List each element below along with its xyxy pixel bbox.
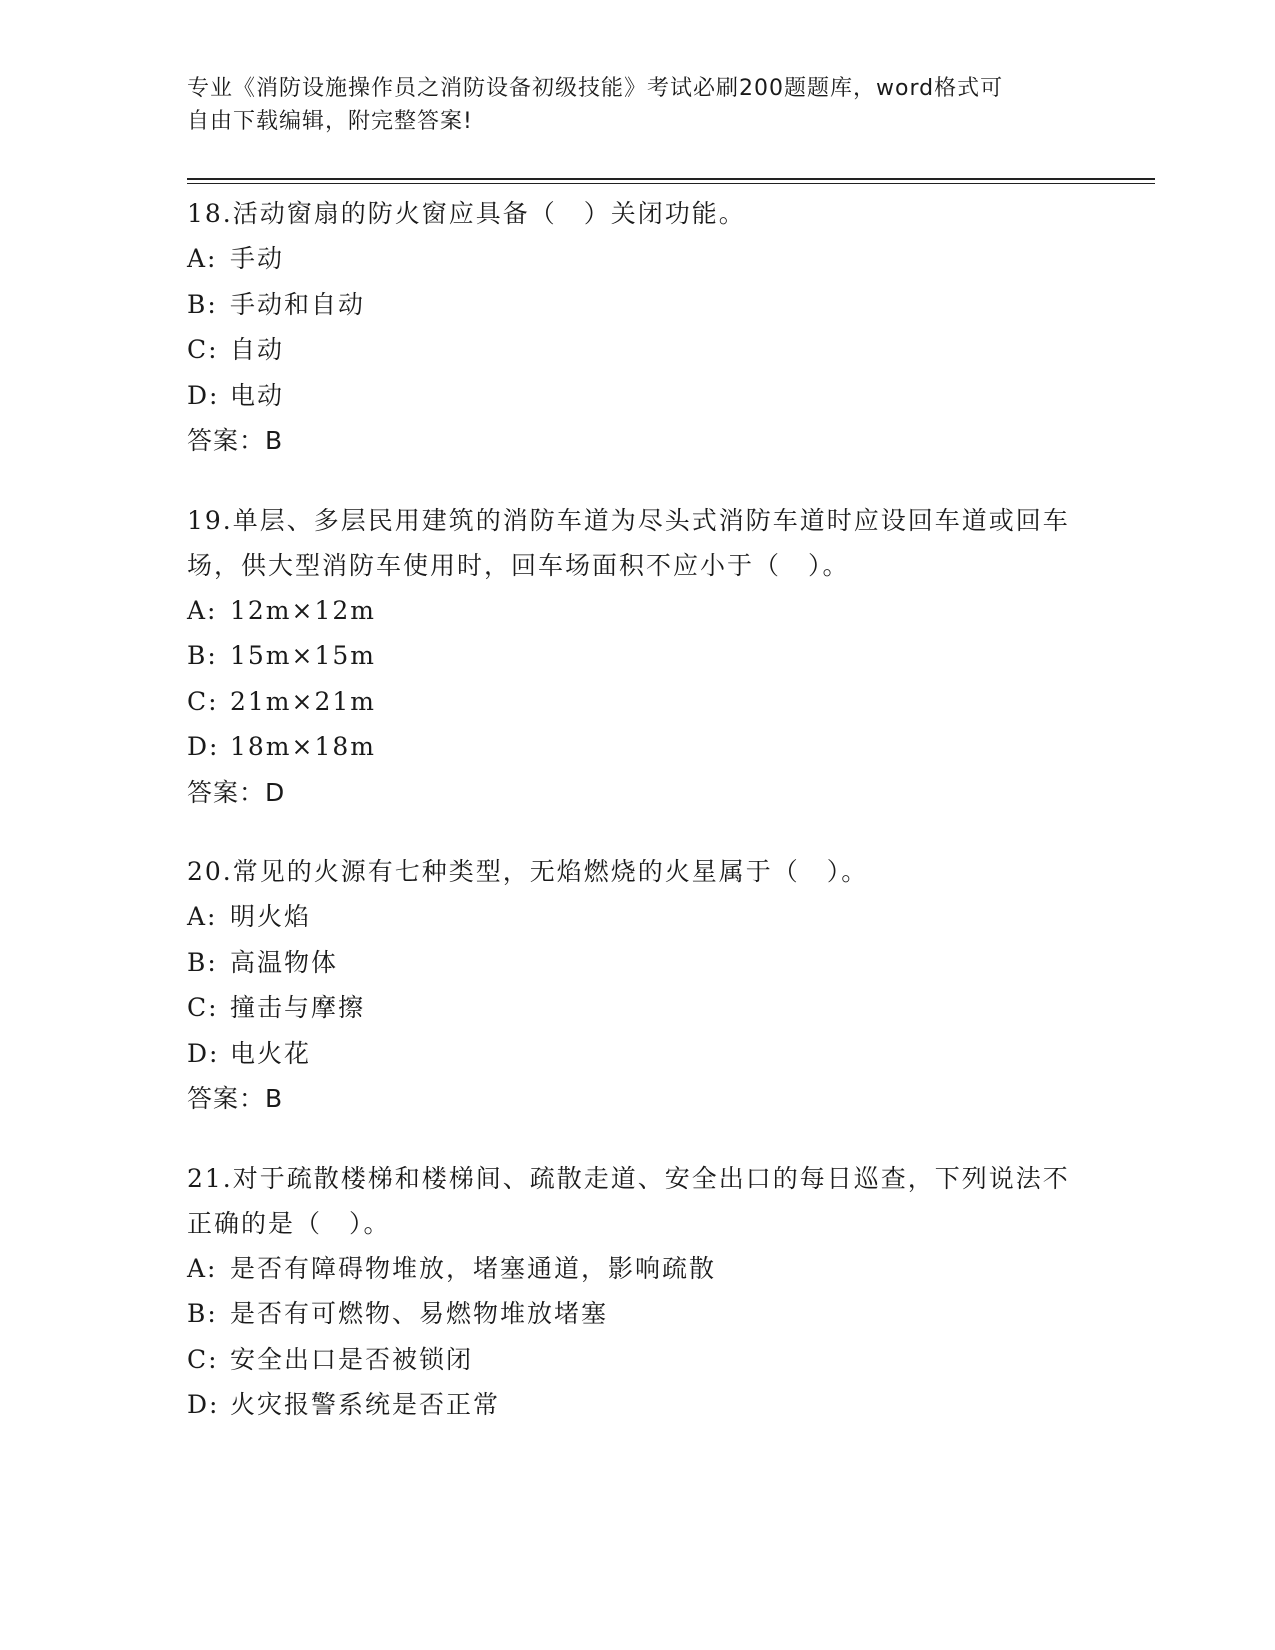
option-text: 手动和自动 [230,289,366,319]
option-letter: C: [187,686,219,716]
option-text: 自动 [230,335,285,364]
document-header [187,72,1067,138]
option-text: 火灾报警系统是否正常 [230,1390,501,1419]
option-a [187,588,1087,634]
option-b [187,1291,1087,1337]
option-text: 12m×12m [230,595,376,625]
question-20 [187,849,1087,1122]
option-text: 21m×21m [230,686,376,716]
option-letter: B: [187,289,218,319]
option-c [187,327,1087,373]
option-c [187,679,1087,725]
option-letter: B: [187,947,218,977]
option-b [187,940,1087,986]
option-text: 撞击与摩擦 [230,993,366,1022]
option-b [187,282,1087,328]
option-text: 18m×18m [230,732,376,761]
option-letter: D: [187,380,220,410]
header-line-1: 专业《消防设施操作员之消防设备初级技能》考试必刷200题题库，word格式可 [187,76,1004,101]
answer-line: 答案：B [187,1084,284,1113]
option-text: 是否有障碍物堆放，堵塞通道，影响疏散 [230,1253,717,1283]
option-letter: B: [187,641,218,670]
question-18 [187,191,1087,464]
question-stem: 21.对于疏散楼梯和楼梯间、疏散走道、安全出口的每日巡查，下列说法不正确的是（ ）。 [187,1163,1070,1238]
option-d [187,724,1087,770]
option-text: 高温物体 [230,947,339,977]
option-letter: D: [187,732,220,761]
option-letter: B: [187,1299,218,1328]
header-divider [187,178,1155,184]
option-text: 电动 [230,380,285,410]
question-stem: 18.活动窗扇的防火窗应具备（ ）关闭功能。 [187,199,746,228]
option-letter: A: [187,902,218,931]
option-letter: D: [187,1390,220,1419]
option-d [187,1031,1087,1077]
answer-line: 答案：B [187,426,284,455]
option-c [187,1337,1087,1383]
option-a [187,894,1087,940]
answer-line: 答案：D [187,777,286,807]
option-letter: C: [187,335,219,364]
option-b [187,633,1087,679]
option-text: 手动 [230,244,285,273]
question-stem: 20.常见的火源有七种类型，无焰燃烧的火星属于（ ）。 [187,857,869,886]
option-text: 电火花 [230,1038,312,1068]
option-text: 15m×15m [230,641,376,670]
option-letter: D: [187,1038,220,1068]
header-line-2: 自由下载编辑，附完整答案! [187,109,473,134]
question-list [187,191,1087,1462]
option-d [187,1382,1087,1428]
option-letter: A: [187,244,218,273]
option-text: 明火焰 [230,902,312,931]
question-19 [187,498,1087,816]
option-letter: C: [187,993,219,1022]
option-text: 是否有可燃物、易燃物堆放堵塞 [230,1299,609,1328]
option-text: 安全出口是否被锁闭 [230,1344,474,1374]
option-c [187,985,1087,1031]
option-letter: C: [187,1344,219,1374]
question-stem: 19.单层、多层民用建筑的消防车道为尽头式消防车道时应设回车道或回车场，供大型消防车使用时，回车场面积不应小于（ ）。 [187,505,1070,580]
option-d [187,373,1087,419]
option-letter: A: [187,1253,218,1283]
option-letter: A: [187,595,218,625]
option-a [187,236,1087,282]
question-21 [187,1156,1087,1428]
option-a [187,1246,1087,1292]
